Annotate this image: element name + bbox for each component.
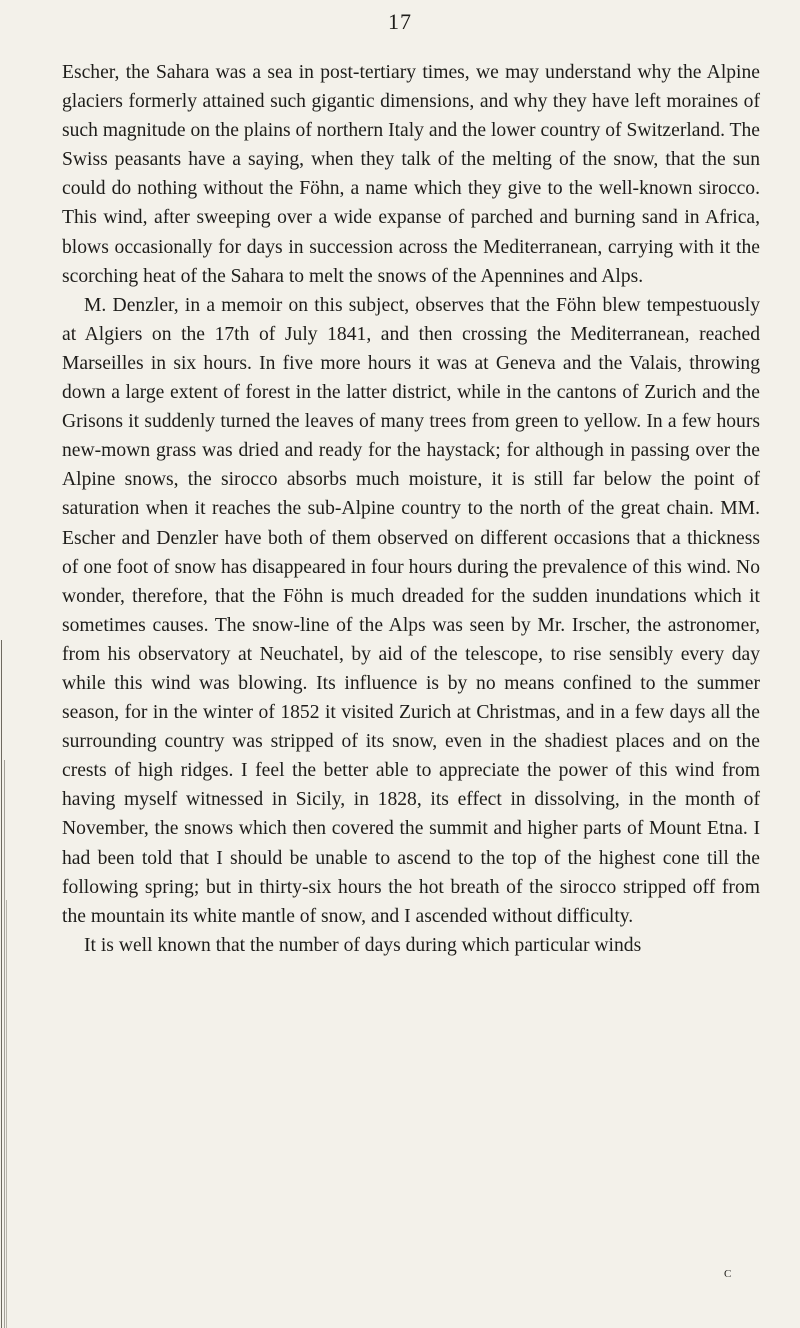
body-text bbox=[62, 58, 760, 960]
paragraph-winds: It is well known that the number of days during which particular winds bbox=[84, 934, 642, 956]
paragraph-continued: Escher, the Sahara was a sea in post-tertiary times, we may understand why the Alpine glaciers formerly attained such gigantic dimensions, and why they have left moraines of such magnitude on the plains of northern Italy and the lower country of Switzerland. The Swiss peasants have a saying, when they talk of the melting of the snow, that the sun could do nothing without the Föhn, a name which they give to the well-known sirocco. This wind, after sweeping over a wide expanse of parched and burning sand in Africa, blows occasionally for days in succession across the Mediterranean, carrying with it the scorching heat of the Sahara to melt the snows of the Apennines and Alps. bbox=[62, 62, 760, 287]
signature-mark: c bbox=[724, 1264, 732, 1281]
paragraph-denzler: M. Denzler, in a memoir on this subject, observes that the Föhn blew tempestuously at Algiers on the 17th of July 1841, and then crossing the Mediterranean, reached Marseilles in six hours. In five more hours it was at Geneva and the Valais, throwing down a large extent of forest in the latter district, while in the cantons of Zurich and the Grisons it suddenly turned the leaves of many trees from green to yellow. In a few hours new-mown grass was dried and ready for the haystack; for although in passing over the Alpine snows, the sirocco absorbs much moisture, it is still far below the point of saturation when it reaches the sub-Alpine country to the north of the great chain. MM. Escher and Denzler have both of them observed on different occasions that a thickness of one foot of snow has disappeared in four hours during the prevalence of this wind. No wonder, therefore, that the Föhn is much dreaded for the sudden inundations which it sometimes causes. The snow-line of the Alps was seen by Mr. Irscher, the astronomer, from his observatory at Neuchatel, by aid of the telescope, to rise sensibly every day while this wind was blowing. Its influence is by no means confined to the summer season, for in the winter of 1852 it visited Zurich at Christmas, and in a few days all the surrounding country was stripped of its snow, even in the shadiest places and on the crests of high ridges. I feel the better able to appreciate the power of this wind from having myself witnessed in Sicily, in 1828, its effect in dissolving, in the month of November, the snows which then covered the summit and higher parts of Mount Etna. I had been told that I should be unable to ascend to the top of the highest cone till the following spring; but in thirty-six hours the hot breath of the sirocco stripped off from the mountain its white mantle of snow, and I ascended without difficulty. bbox=[62, 294, 760, 927]
page-number: 17 bbox=[388, 9, 412, 34]
binding-edge bbox=[0, 640, 8, 1328]
